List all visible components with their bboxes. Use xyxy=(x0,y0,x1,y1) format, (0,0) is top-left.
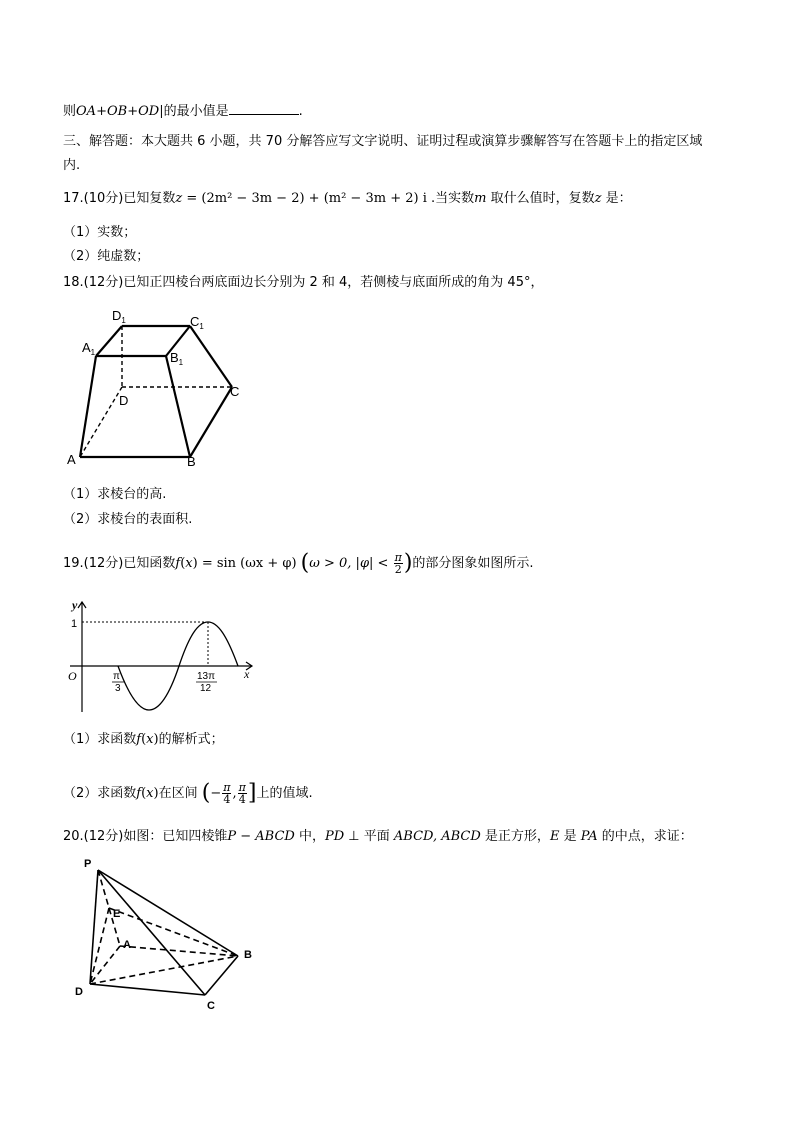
axis-x-label: x xyxy=(244,667,250,681)
x-tick-13pi12-num: 13π xyxy=(197,671,216,682)
pi-over-4-neg: $\frac{\pi}{4}$ xyxy=(223,781,231,806)
q16-answer-line: 则OA+OB+OD|的最小值是 . xyxy=(63,104,303,119)
answer-blank xyxy=(229,102,299,115)
sine-graph xyxy=(62,600,262,716)
label-a1: $A_1$ xyxy=(82,340,96,357)
origin-label: O xyxy=(68,669,77,683)
label-a-pyr: A xyxy=(123,939,131,951)
y-tick-one: 1 xyxy=(71,618,78,630)
q20-stem: 20.(12分)如图：已知四棱锥P − ABCD 中，PD ⊥ 平面 ABCD, ABCD 是正方形，E 是 PA 的中点，求证： xyxy=(63,829,693,844)
q18-sub1: （1）求棱台的高. xyxy=(63,487,167,502)
q18-sub2: （2）求棱台的表面积. xyxy=(63,512,193,527)
axis-y-label: y xyxy=(72,600,78,612)
label-d1: $D_1$ xyxy=(112,308,126,325)
pi-over-4: $\frac{\pi}{4}$ xyxy=(238,781,246,806)
label-a: A xyxy=(67,452,76,467)
x-tick-pi3-den: 3 xyxy=(115,683,121,694)
label-b-pyr: B xyxy=(244,949,252,961)
section-3-heading: 三、解答题：本大题共 6 小题，共 70 分解答应写文字说明、证明过程或演算步骤解答写在答题卡上的指定区域 xyxy=(63,134,703,149)
vector-oa: OA xyxy=(76,104,97,119)
frustum-figure xyxy=(60,302,250,474)
label-b1: $B_1$ xyxy=(170,350,184,367)
x-tick-13pi12-den: 12 xyxy=(200,683,212,694)
label-d-pyr: D xyxy=(75,986,83,998)
q19-stem: 19.(12分)已知函数f(x) = sin (ωx + φ) (ω > 0, |φ| < $\frac{\pi}{2}$ )的部分图象如图所示. xyxy=(63,550,534,576)
label-c1: $C_1$ xyxy=(190,314,204,331)
q19-sub1: （1）求函数f(x)的解析式； xyxy=(63,732,224,747)
q19-sub2: （2）求函数f(x)在区间 (− $\frac{\pi}{4}$ , $\frac{\pi}{4}$ ]上的值域. xyxy=(63,780,313,806)
q17-equation: = (2m² − 3m − 2) + (m² − 3m + 2) i xyxy=(186,191,427,206)
label-c: C xyxy=(230,384,240,399)
label-e: E xyxy=(113,908,121,920)
vector-ob: OB xyxy=(106,104,128,119)
pyramid-figure xyxy=(70,852,270,1012)
label-c-pyr: C xyxy=(207,1000,215,1012)
label-b: B xyxy=(187,454,196,469)
q17-stem: 17.(10分)已知复数z = (2m² − 3m − 2) + (m² − 3m + 2) i .当实数m 取什么值时，复数z 是： xyxy=(63,191,632,206)
label-d: D xyxy=(119,393,129,408)
x-tick-pi3-num: π xyxy=(113,671,120,682)
q17-sub1: （1）实数； xyxy=(63,225,137,240)
vector-od: OD xyxy=(138,104,160,119)
section-3-heading-cont: 内. xyxy=(63,158,81,173)
q17-sub2: （2）纯虚数； xyxy=(63,249,150,264)
label-p: P xyxy=(84,858,92,870)
pi-over-2: $\frac{\pi}{2}$ xyxy=(394,551,402,576)
q18-stem: 18.(12分)已知正四棱台两底面边长分别为 2 和 4，若侧棱与底面所成的角为 45°， xyxy=(63,275,544,290)
